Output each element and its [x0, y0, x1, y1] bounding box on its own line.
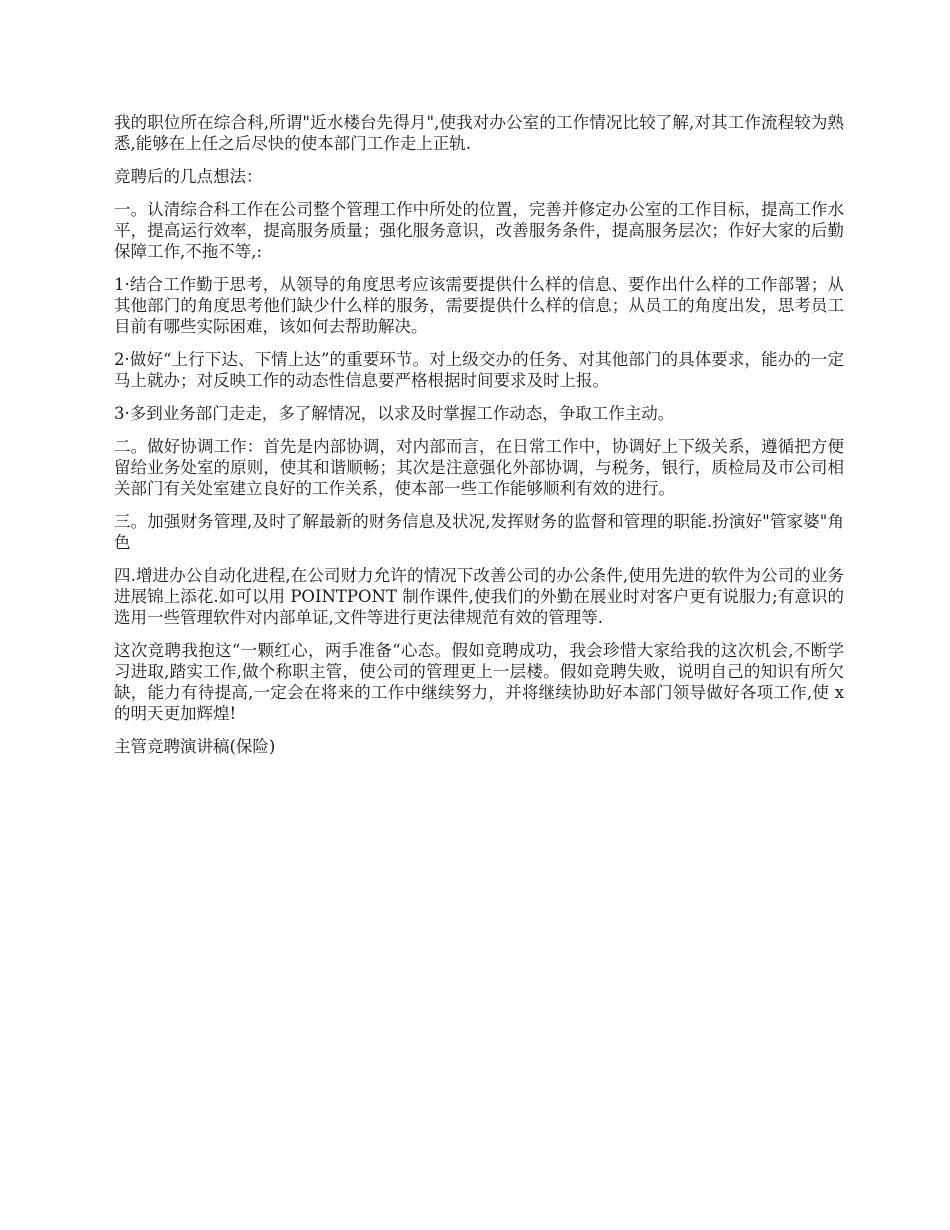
paragraph-closing: 这次竞聘我抱这“一颗红心，两手准备“心态。假如竞聘成功，我会珍惜大家给我的这次机会,不断学习进取,踏实工作,做个称职主管，使公司的管理更上一层楼。假如竞聘失败，说明自己的知识有所欠缺，能力有待提高,一定会在将来的工作中继续努力，并将继续协助好本部门领导做好各项工作,使 x 的明天更加辉煌!	[114, 641, 844, 723]
paragraph-next-title: 主管竞聘演讲稿(保险)	[114, 737, 276, 756]
paragraph-subpoint-3: 3·多到业务部门走走，多了解情况，以求及时掌握工作动态，争取工作主动。	[114, 404, 675, 423]
paragraph-point-three: 三。加强财务管理,及时了解最新的财务信息及状况,发挥财务的监督和管理的职能.扮演好"管家婆"角色	[114, 512, 844, 552]
paragraph-point-two: 二。做好协调工作：首先是内部协调，对内部而言，在日常工作中，协调好上下级关系，遵循把方便留给业务处室的原则，使其和谐顺畅；其次是注意强化外部协调，与税务，银行，质检局及市公司相关部门有关处室建立良好的工作关系，使本部一些工作能够顺利有效的进行。	[114, 437, 844, 498]
paragraph-heading-thoughts: 竞聘后的几点想法：	[114, 167, 263, 186]
paragraph-point-four: 四.增进办公自动化进程,在公司财力允许的情况下改善公司的办公条件,使用先进的软件为公司的业务进展锦上添花.如可以用 POINTPONT 制作课件,使我们的外勤在展业时对客户更有说服力;有意识的选用一些管理软件对内部单证,文件等进行更法律规范有效的管理等.	[114, 566, 844, 627]
paragraph-point-one: 一。认清综合科工作在公司整个管理工作中所处的位置，完善并修定办公室的工作目标，提高工作水平，提高运行效率，提高服务质量；强化服务意识，改善服务条件，提高服务层次；作好大家的后勤保障工作,不拖不等,:	[114, 200, 844, 261]
document-body	[114, 112, 844, 769]
paragraph-subpoint-1: 1·结合工作勤于思考，从领导的角度思考应该需要提供什么样的信息、要作出什么样的工作部署；从其他部门的角度思考他们缺少什么样的服务，需要提供什么样的信息；从员工的角度出发，思考员工目前有哪些实际困难，该如何去帮助解决。	[114, 275, 844, 336]
paragraph-intro: 我的职位所在综合科,所谓"近水楼台先得月",使我对办公室的工作情况比较了解,对其工作流程较为熟悉,能够在上任之后尽快的使本部门工作走上正轨.	[114, 113, 844, 153]
paragraph-subpoint-2: 2·做好“上行下达、下情上达”的重要环节。对上级交办的任务、对其他部门的具体要求，能办的一定马上就办；对反映工作的动态性信息要严格根据时间要求及时上报。	[114, 350, 844, 390]
